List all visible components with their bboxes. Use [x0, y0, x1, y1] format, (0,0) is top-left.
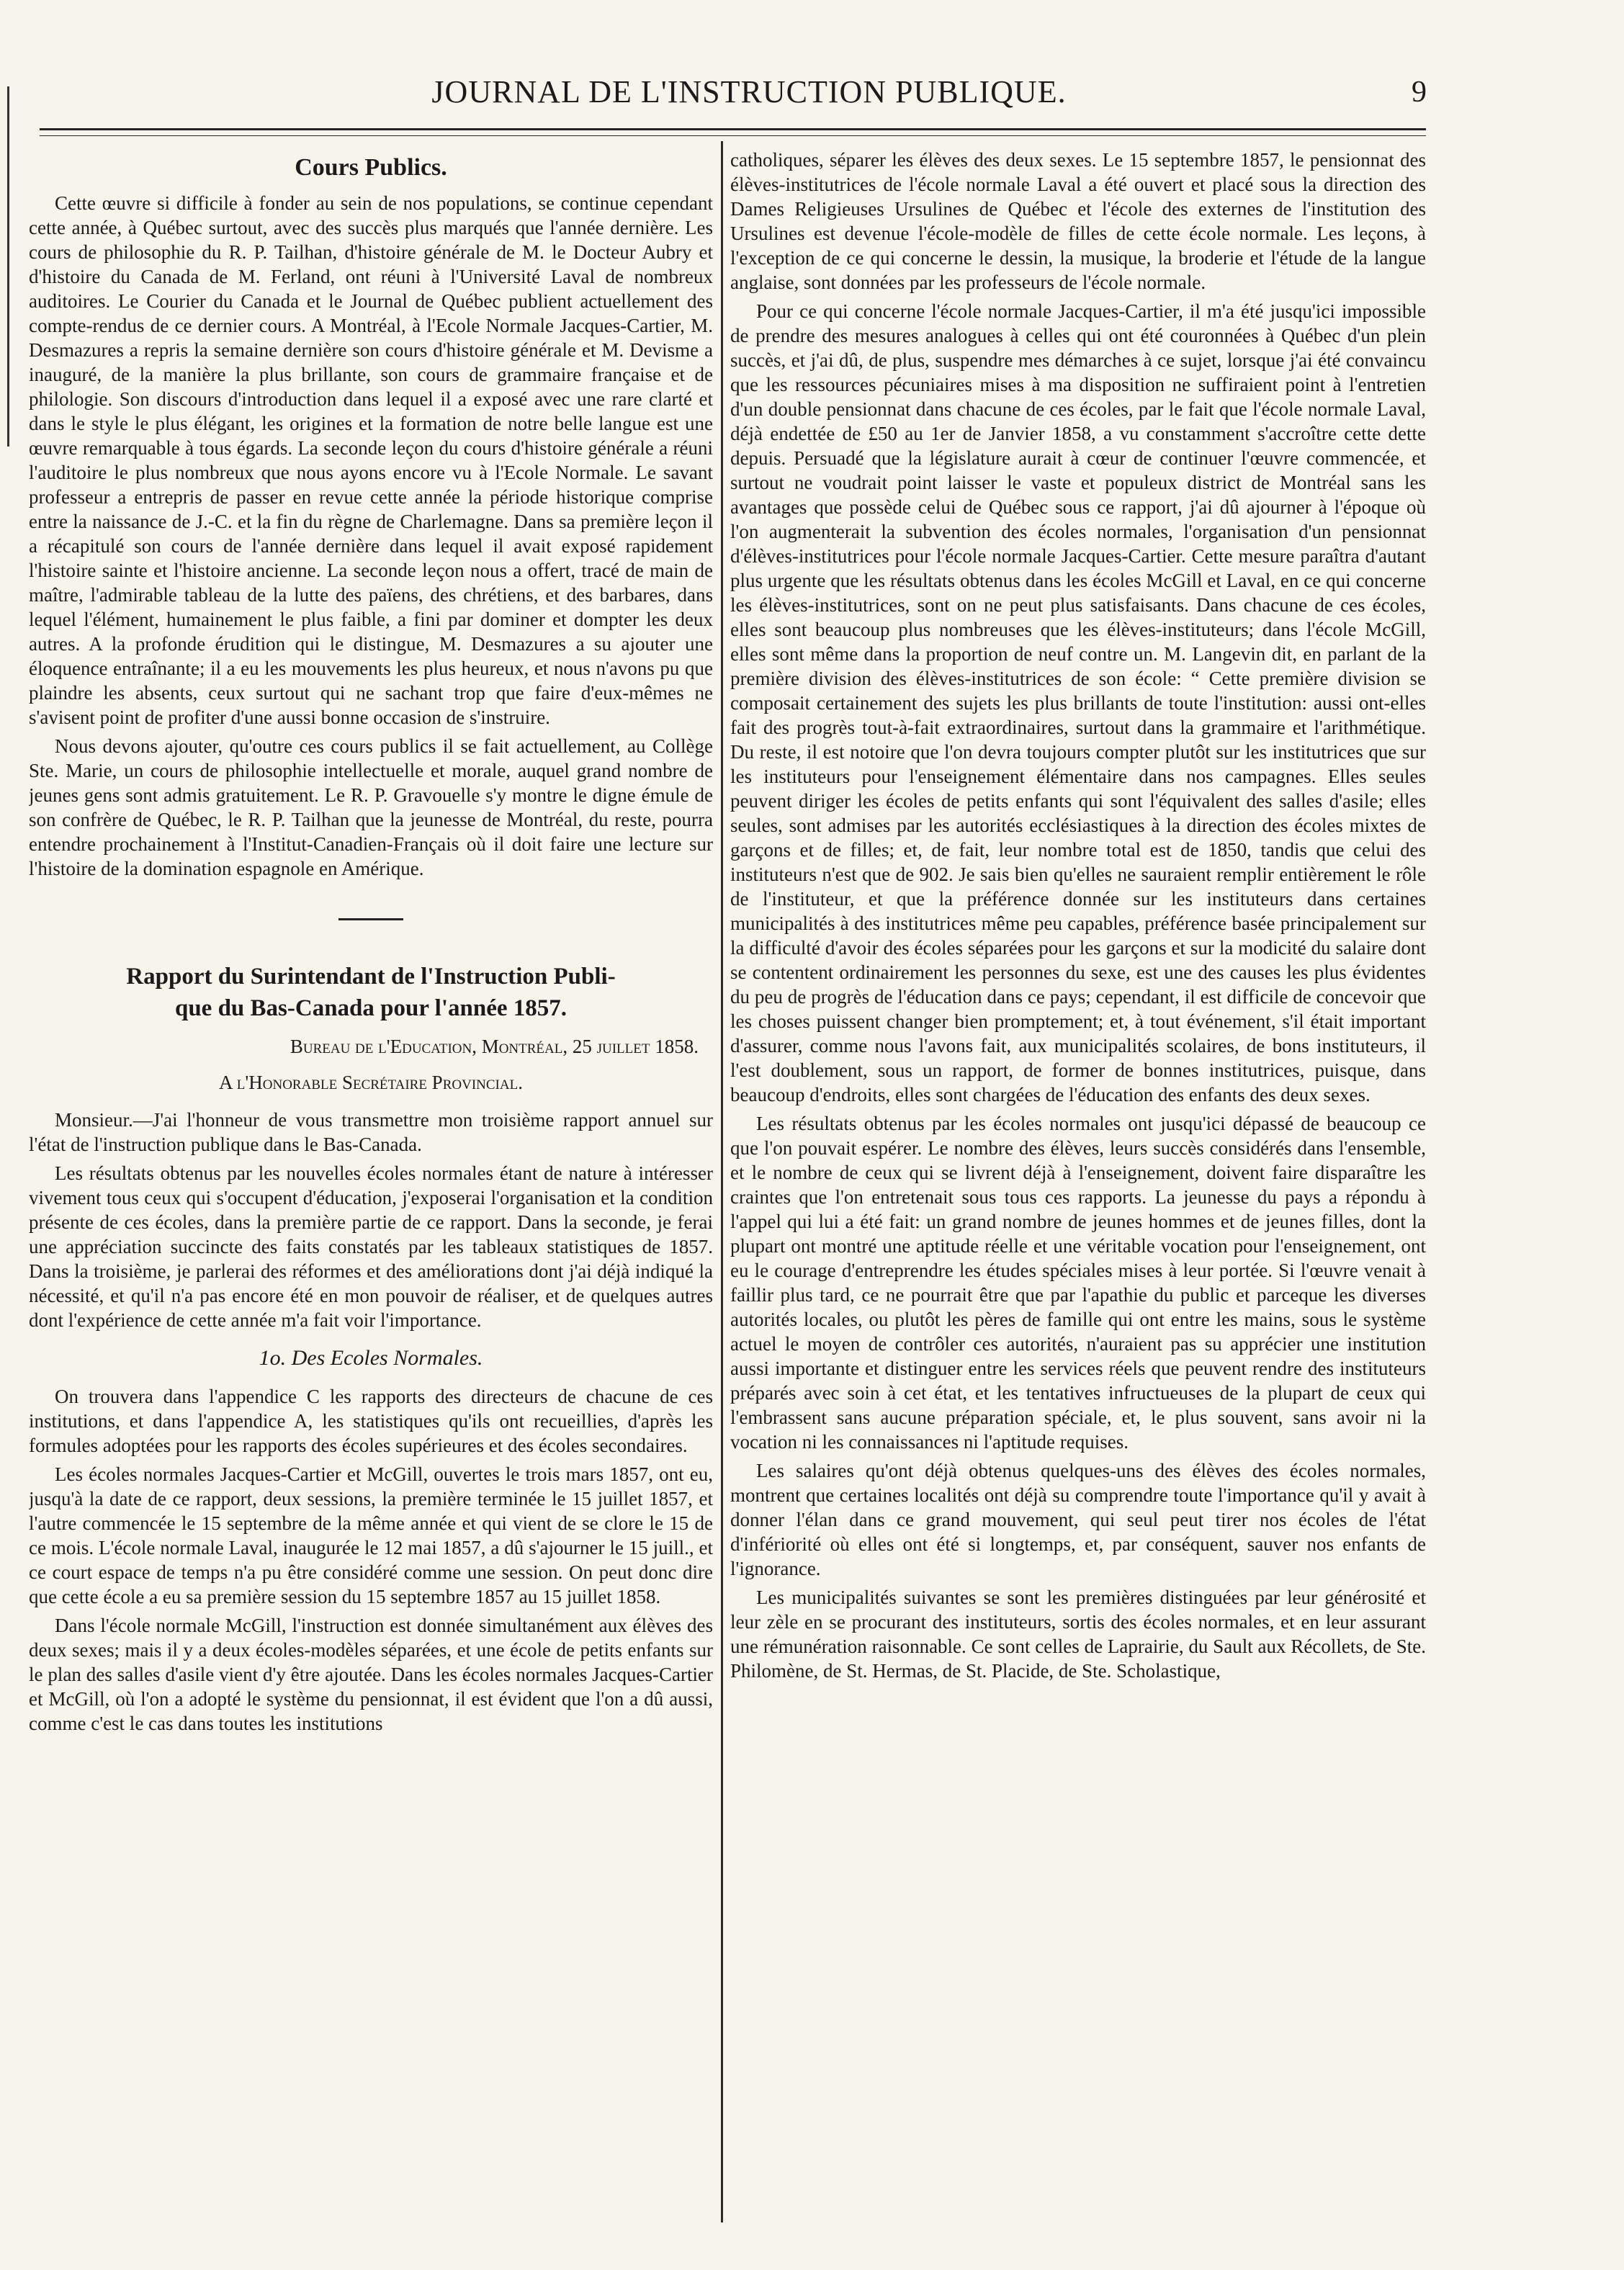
addressee: A l'Honorable Secrétaire Provincial.: [219, 1072, 523, 1093]
running-head: [0, 71, 1624, 114]
report-title-line-2: que du Bas-Canada pour l'année 1857.: [174, 995, 567, 1021]
paragraph: Les résultats obtenus par les écoles normales ont jusqu'ici dépassé de beaucoup ce que l'on pouvait espérer. Le nombre des élèves, leurs succès considérés dans l'ensemble, et le nombre de ceux qui se livrent déjà à l'enseignement, doivent faire disparaître les craintes que l'on entretenait sous tous ces rapports. La jeunesse du pays a répondu à l'appel qui lui a été fait: un grand nombre de jeunes hommes et de jeunes filles, dont la plupart ont montré une aptitude réelle et une véritable vocation pour l'enseignement, ont eu le courage d'entreprendre les études spéciales mises à leur portée. Si l'œuvre venait à faillir plus tard, ce ne pourrait être que par l'apathie du public et parceque les diverses autorités locales, ou plutôt les pères de famille qui ont entre les mains, sous le système actuel le moyen de contrôler ces autorités, n'auraient pas su apprécier une institution aussi importante et distinguer entre les services réels que peuvent rendre des instituteurs préparés avec soin à cet état, et les tentatives infructueuses de la plupart de ceux qui l'embrassent sans aucune préparation spéciale, et, le plus souvent, sans avoir ni la vocation ni les connaissances ni l'aptitude requises.: [730, 1113, 1426, 1453]
paragraph: Pour ce qui concerne l'école normale Jacques-Cartier, il m'a été jusqu'ici impossible de prendre des mesures analogues à celles qui ont été couronnées à Québec d'un plein succès, et j'ai dû, de plus, suspendre mes démarches à ce sujet, lorsque j'ai été convaincu que les ressources pécuniaires mises à ma disposition ne suffiraient point à l'entretien d'un double pensionnat dans chacune de ces écoles, par le fait que l'école normale Laval, déjà endettée de £50 au 1er de Janvier 1858, a vu constamment s'accroître cette dette depuis. Persuadé que la législature aurait à cœur de continuer l'œuvre commencée, et surtout ne voudrait point laisser le vaste et populeux district de Montréal sans les avantages que possède celui de Québec sous ce rapport, j'ai dû ajourner à l'époque où l'on augmenterait la subvention des écoles normales, l'organisation d'un pensionnat d'élèves-institutrices pour l'école normale Jacques-Cartier. Cette mesure paraîtra d'autant plus urgente que les résultats obtenus dans les écoles McGill et Laval, en ce qui concerne les élèves-institutrices, sont on ne peut plus satisfaisants. Dans chacune de ces écoles, elles sont beaucoup plus nombreuses que les élèves-instituteurs; dans l'école McGill, elles sont même dans la proportion de neuf contre un. M. Langevin dit, en parlant de la première division des élèves-institutrices de son école: “ Cette première division se composait certainement des sujets les plus brillants de toute l'institution: aussi ont-elles fait des progrès tout-à-fait extraordinaires, surtout dans la grammaire et l'arithmétique. Du reste, il est notoire que l'on devra toujours compter plutôt sur les institutrices que sur les instituteurs pour l'enseignement élémentaire dans nos campagnes. Elles seules peuvent diriger les écoles de petits enfants qui sont l'équivalent des salles d'asile; elles seules, sont admises par les autorités ecclésiastiques à la direction des écoles mixtes de garçons et de filles; et, de fait, leur nombre total est de 1850, tandis que celui des instituteurs n'est que de 902. Je sais bien qu'elles ne sauraient remplir entièrement le rôle de l'instituteur, et que la préférence donnée sur les instituteurs dans certaines municipalités à des institutrices même peu capables, préférence basée principalement sur la difficulté d'avoir des écoles séparées pour les garçons et sur la modicité du salaire dont se contentent ordinairement les personnes du sexe, est une des causes les plus évidentes du peu de progrès de l'éducation dans ce pays; cependant, il est difficile de concevoir que les choses puissent changer bien promptement; et, à tout événement, s'il était important d'assurer, comme nous l'avons fait, aux municipalités scolaires, de bons instituteurs, il l'est doublement, sous un rapport, de former de bonnes institutrices, puisque, dans beaucoup d'endroits, elles sont chargées de l'éducation des enfants des deux sexes.: [730, 300, 1426, 1105]
dateline: Bureau de l'Education, Montréal, 25 juillet 1858.: [290, 1036, 699, 1057]
header-rule-thin: [40, 135, 1426, 136]
page-number: 9: [1412, 76, 1427, 109]
paragraph: Cette œuvre si difficile à fonder au sein de nos populations, se continue cependant cette année, à Québec surtout, avec des succès plus marqués que l'année dernière. Les cours de philosophie du R. P. Tailhan, d'histoire générale de M. le Docteur Aubry et d'histoire du Canada de M. Ferland, ont réuni à l'Université Laval de nombreux auditoires. Le Courier du Canada et le Journal de Québec publient actuellement des compte-rendus de ce dernier cours. A Montréal, à l'Ecole Normale Jacques-Cartier, M. Desmazures a repris la semaine dernière son cours d'histoire générale et M. Devisme a inauguré, de la manière la plus brillante, son cours de grammaire française et de philologie. Son discours d'introduction dans lequel il a exposé avec une rare clarté et dans le style le plus élégant, les origines et la formation de notre belle langue est une œuvre remarquable à tous égards. La seconde leçon du cours d'histoire générale a réuni l'auditoire le plus nombreux que nous ayons encore vu à l'Ecole Normale. Le savant professeur a entrepris de passer en revue cette année la période historique comprise entre la naissance de J.-C. et la fin du règne de Charlemagne. Dans sa première leçon il a récapitulé son cours de l'année dernière dans lequel il avait exposé rapidement l'histoire sainte et l'histoire ancienne. La seconde leçon nous a offert, tracé de main de maître, l'admirable tableau de la lutte des païens, des chrétiens, et des barbares, dans lequel l'élément, humainement le plus faible, a fini par dominer et dompter les deux autres. A la profonde érudition qui le distingue, M. Desmazures a su ajouter une éloquence entraînante; il a eu les mouvements les plus heureux, et nous n'avons pu que plaindre les absents, ceux surtout qui ne sachant trop que faire d'eux-mêmes ne s'avisent point de profiter d'une aussi bonne occasion de s'instruire.: [29, 192, 713, 728]
paragraph: Dans l'école normale McGill, l'instruction est donnée simultanément aux élèves des deux sexes; mais il y a deux écoles-modèles séparées, et une école de petits enfants sur le plan des salles d'asile vient d'y être ajoutée. Dans les écoles normales Jacques-Cartier et McGill, où l'on a adopté le système du pensionnat, il est évident que l'on a dû aussi, comme c'est le cas dans toutes les institutions: [29, 1615, 713, 1734]
report-title-line-1: Rapport du Surintendant de l'Instruction Publi-: [126, 964, 616, 990]
header-rule: [40, 128, 1426, 130]
paragraph: Les municipalités suivantes se sont les premières distinguées par leur générosité et leur zèle en se procurant des instituteurs, sortis des écoles normales, et en leur assurant une rémunération raisonnable. Ce sont celles de Laprairie, du Sault aux Récollets, de Ste. Philomène, de St. Hermas, de St. Placide, de Ste. Scholastique,: [730, 1587, 1426, 1682]
paragraph: On trouvera dans l'appendice C les rapports des directeurs de chacune de ces institutions, et dans l'appendice A, les statistiques qu'ils ont recueillies, d'après les formules adoptées pour les rapports des écoles supérieures et des écoles secondaires.: [29, 1386, 713, 1456]
paragraph: Monsieur.—J'ai l'honneur de vous transmettre mon troisième rapport annuel sur l'état de l'instruction publique dans le Bas-Canada.: [29, 1109, 713, 1155]
paragraph: Les résultats obtenus par les nouvelles écoles normales étant de nature à intéresser vivement tous ceux qui s'occupent d'éducation, j'exposerai l'organisation et la condition présente de ces écoles, dans la première partie de ce rapport. Dans la seconde, je ferai une appréciation succincte des faits constatés par les tableaux statistiques de 1857. Dans la troisième, je parlerai des réformes et des améliorations dont j'ai déjà indiqué la nécessité, et qu'il n'a pas encore été en mon pouvoir de réaliser, et de quelques autres dont l'expérience de cette année m'a fait voir l'importance.: [29, 1162, 713, 1331]
right-column: [730, 148, 1426, 2222]
paragraph: Nous devons ajouter, qu'outre ces cours publics il se fait actuellement, au Collège Ste. Marie, un cours de philosophie intellectuelle et morale, auquel grand nombre de jeunes gens sont admis gratuitement. Le R. P. Gravouelle s'y montre le digne émule de son confrère de Québec, le R. P. Tailhan que la jeunesse de Montréal, du reste, pourra entendre prochainement à l'Institut-Canadien-Français où il doit faire une lecture sur l'histoire de la domination espagnole en Amérique.: [29, 735, 713, 879]
column-divider: [721, 141, 723, 2222]
paragraph: Les salaires qu'ont déjà obtenus quelques-uns des élèves des écoles normales, montrent que certaines localités ont déjà su comprendre toute l'importance qu'il y avait à donner l'élan dans ce grand mouvement, qui seul peut tirer nos écoles de l'état d'infériorité où elles ont été si longtemps, et, par conséquent, sauver nos enfants de l'ignorance.: [730, 1460, 1426, 1579]
subhead-ecoles-normales: 1o. Des Ecoles Normales.: [259, 1346, 483, 1370]
paragraph-continued: catholiques, séparer les élèves des deux sexes. Le 15 septembre 1857, le pensionnat des élèves-institutrices de l'école normale Laval a été ouvert et placé sous la direction des Dames Religieuses Ursulines de Québec et l'école des externes de l'institution des Ursulines est devenue l'école-modèle de filles de cette école normale. Les leçons, à l'exception de ce qui concerne le dessin, la musique, la broderie et l'étude de la langue anglaise, sont données par les professeurs de l'école normale.: [730, 149, 1426, 293]
page-edge-rule: [7, 86, 9, 447]
left-column: [29, 148, 713, 2222]
section-title-cours-publics: Cours Publics.: [295, 154, 447, 181]
paragraph: Les écoles normales Jacques-Cartier et McGill, ouvertes le trois mars 1857, ont eu, jusqu'à la date de ce rapport, deux sessions, la première terminée le 15 juillet 1857, et l'autre commencée le 15 septembre de la même année et qui vient de se clore le 15 de ce mois. L'école normale Laval, inaugurée le 12 mai 1857, a dû s'ajourner le 15 juill., et ce court espace de temps n'a pu être considéré comme une session. On peut donc dire que cette école a eu sa première session du 15 septembre 1857 au 15 juillet 1858.: [29, 1463, 713, 1607]
journal-title: JOURNAL DE L'INSTRUCTION PUBLIQUE.: [431, 74, 1067, 109]
section-separator: [338, 918, 403, 920]
section-title-rapport: [29, 961, 713, 1024]
